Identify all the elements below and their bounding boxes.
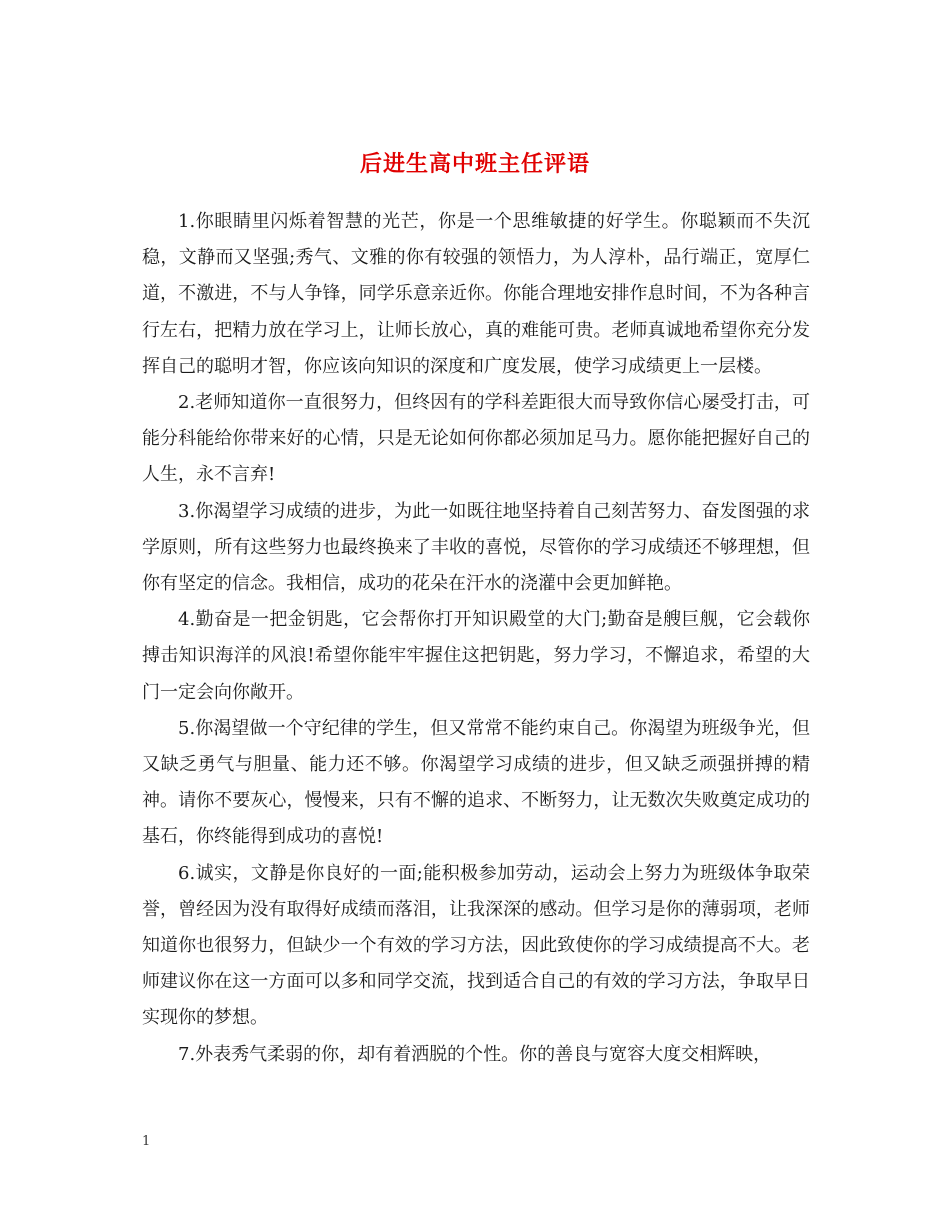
paragraph-7: 7.外表秀气柔弱的你，却有着洒脱的个性。你的善良与宽容大度交相辉映，: [178, 1043, 772, 1065]
paragraph-2: 2.老师知道你一直很努力，但终因有的学科差距很大而导致你信心屡受打击，可能分科能给你带来好的心情，只是无论如何你都必须加足马力。愿你能把握好自己的人生，永不言弃!: [142, 392, 810, 486]
document-title: 后进生高中班主任评语: [359, 150, 590, 177]
document-body: [142, 204, 810, 1073]
paragraph-4: 4.勤奋是一把金钥匙，它会帮你打开知识殿堂的大门;勤奋是艘巨舰，它会载你搏击知识海洋的风浪!希望你能牢牢握住这把钥匙，努力学习，不懈追求，希望的大门一定会向你敞开。: [142, 609, 810, 703]
paragraph-6: 6.诚实，文静是你良好的一面;能积极参加劳动，运动会上努力为班级体争取荣誉，曾经因为没有取得好成绩而落泪，让我深深的感动。但学习是你的薄弱项，老师知道你也很努力，但缺少一个有效的学习方法，因此致使你的学习成绩提高不大。老师建议你在这一方面可以多和同学交流，找到适合自己的有效的学习方法，争取早日实现你的梦想。: [142, 862, 810, 1029]
paragraph-3: 3.你渴望学习成绩的进步，为此一如既往地坚持着自己刻苦努力、奋发图强的求学原则，所有这些努力也最终换来了丰收的喜悦，尽管你的学习成绩还不够理想，但你有坚定的信念。我相信，成功的花朵在汗水的浇灌中会更加鲜艳。: [142, 500, 810, 595]
paragraph-5: 5.你渴望做一个守纪律的学生，但又常常不能约束自己。你渴望为班级争光，但又缺乏勇气与胆量、能力还不够。你渴望学习成绩的进步，但又缺乏顽强拼搏的精神。请你不要灰心，慢慢来，只有不懈的追求、不断努力，让无数次失败奠定成功的基石，你终能得到成功的喜悦!: [142, 717, 810, 848]
page-number: 1: [142, 1134, 151, 1149]
paragraph-1: 1.你眼睛里闪烁着智慧的光芒，你是一个思维敏捷的好学生。你聪颖而不失沉稳，文静而又坚强;秀气、文雅的你有较强的领悟力，为人淳朴，品行端正，宽厚仁道，不激进，不与人争锋，同学乐意亲近你。你能合理地安排作息时间，不为各种言行左右，把精力放在学习上，让师长放心，真的难能可贵。老师真诚地希望你充分发挥自己的聪明才智，你应该向知识的深度和广度发展，使学习成绩更上一层楼。: [142, 211, 810, 377]
